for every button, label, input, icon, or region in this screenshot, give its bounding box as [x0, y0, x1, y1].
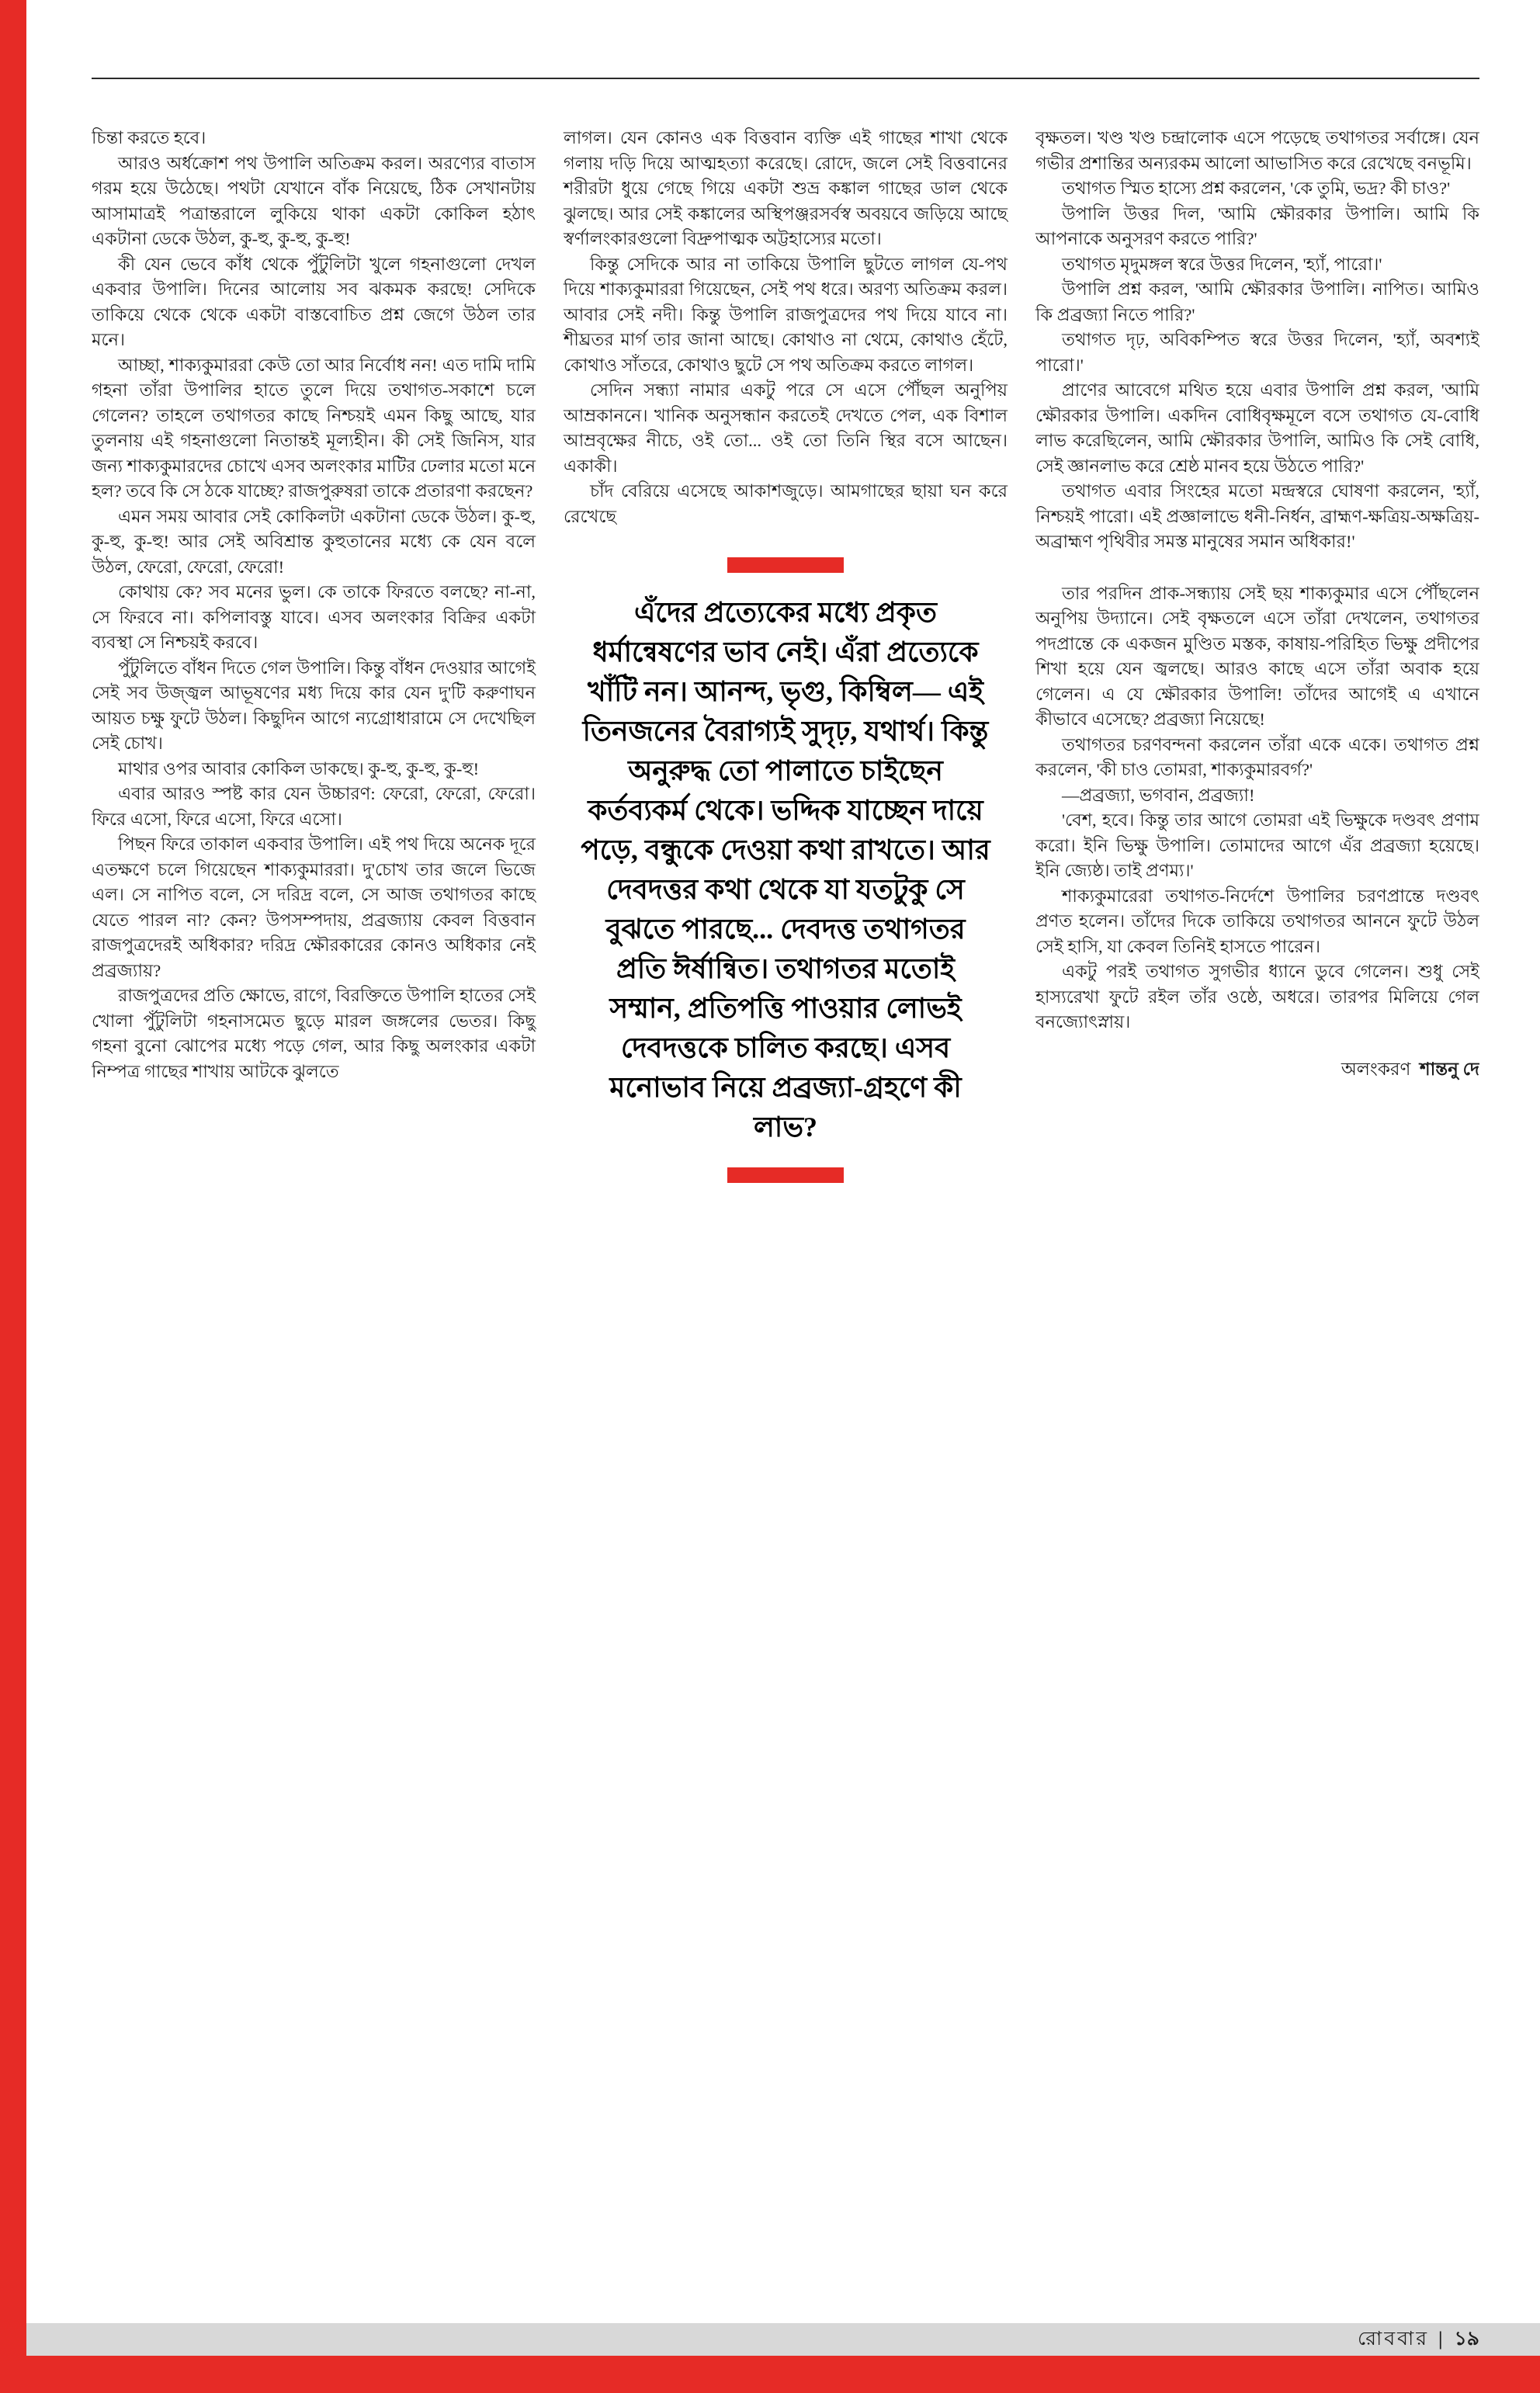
illustration-credit: [1035, 1057, 1479, 1082]
top-rule: [92, 78, 1479, 79]
paragraph: প্রাণের আবেগে মথিত হয়ে এবার উপালি প্রশ্ন করল, 'আমি ক্ষৌরকার উপালি। একদিন বোধিবৃক্ষমূলে বসে তথাগত যে-বোধি লাভ করেছিলেন, আমি ক্ষৌরকার উপালি, আমিও কি সেই বোধি, সেই জ্ঞানলাভ করে শ্রেষ্ঠ মানব হয়ে উঠতে পারি?': [1035, 380, 1479, 476]
credit-label: অলংকরণ: [1341, 1059, 1411, 1079]
left-red-border: [0, 0, 26, 2393]
paragraph: বৃক্ষতল। খণ্ড খণ্ড চন্দ্রালোক এসে পড়েছে তথাগতর সর্বাঙ্গে। যেন গভীর প্রশান্তির অন্যরকম আলো আভাসিত করে রেখেছে বনভূমি।: [1035, 128, 1479, 173]
pull-quote-bottom-bar: [727, 1167, 844, 1183]
column-1: [92, 126, 536, 2291]
paragraph: তার পরদিন প্রাক-সন্ধ্যায় সেই ছয় শাক্যকুমার এসে পৌঁছলেন অনুপিয় উদ্যানে। সেই বৃক্ষতলে এসে তাঁরা দেখলেন, তথাগতর পদপ্রান্তে কে একজন মুণ্ডিত মস্তক, কাষায়-পরিহিত ভিক্ষু প্রদীপের শিখা হয়ে যেন জ্বলছে। আরও কাছে এসে তাঁরা অবাক হয়ে গেলেন। এ যে ক্ষৌরকার উপালি! তাঁদের আগেই এ এখানে কীভাবে এসেছে? প্রব্রজ্যা নিয়েছে!: [1035, 583, 1479, 729]
paragraph: কোথায় কে? সব মনের ভুল। কে তাকে ফিরতে বলছে? না-না, সে ফিরবে না। কপিলাবস্তু যাবে। এসব অলংকার বিক্রির একটা ব্যবস্থা সে নিশ্চয়ই করবে।: [92, 582, 536, 652]
paragraph: শাক্যকুমারেরা তথাগত-নির্দেশে উপালির চরণপ্রান্তে দণ্ডবৎ প্রণত হলেন। তাঁদের দিকে তাকিয়ে তথাগতর আননে ফুটে উঠল সেই হাসি, যা কেবল তিনিই হাসতে পারেন।: [1035, 886, 1479, 956]
footer-page-number: ১৯: [1454, 2328, 1479, 2350]
paragraph: চাঁদ বেরিয়ে এসেছে আকাশজুড়ে। আমগাছের ছায়া ঘন করে রেখেছে: [564, 481, 1008, 526]
pull-quote-block: [564, 557, 1008, 1183]
paragraph: কী যেন ভেবে কাঁধ থেকে পুঁটুলিটা খুলে গহনাগুলো দেখল একবার উপালি। দিনের আলোয় সব ঝকমক করছে! সেদিকে তাকিয়ে থেকে থেকে একটা বাস্তবোচিত প্রশ্ন জেগে উঠল তার মনে।: [92, 254, 536, 349]
article-body: [92, 126, 1479, 2291]
footer-brand: রোববার: [1358, 2328, 1430, 2350]
column-3: [1035, 126, 1479, 2291]
pull-quote-top-bar: [727, 557, 844, 573]
paragraph: তথাগত মৃদুমঙ্গল স্বরে উত্তর দিলেন, 'হ্যাঁ, পারো।': [1062, 254, 1382, 274]
pull-quote-text: এঁদের প্রত্যেকের মধ্যে প্রকৃত ধর্মান্বেষণের ভাব নেই। এঁরা প্রত্যেকে খাঁটি নন। আনন্দ, ভৃগু, কিম্বিল— এই তিনজনের বৈরাগ্যই সুদৃঢ়, যথার্থ। কিন্তু অনুরুদ্ধ তো পালাতে চাইছেন কর্তব্যকর্ম থেকে। ভদ্দিক যাচ্ছেন দায়ে পড়ে, বন্ধুকে দেওয়া কথা রাখতে। আর দেবদত্তর কথা থেকে যা যতটুকু সে বুঝতে পারছে... দেবদত্ত তথাগতর প্রতি ঈর্ষান্বিত। তথাগতর মতোই সম্মান, প্রতিপত্তি পাওয়ার লোভই দেবদত্তকে চালিত করছে। এসব মনোভাব নিয়ে প্রব্রজ্যা-গ্রহণে কী লাভ?: [581, 597, 990, 1143]
column-2: [564, 126, 1008, 2291]
paragraph: উপালি প্রশ্ন করল, 'আমি ক্ষৌরকার উপালি। নাপিত। আমিও কি প্রব্রজ্যা নিতে পারি?': [1035, 279, 1479, 324]
paragraph: পিছন ফিরে তাকাল একবার উপালি। এই পথ দিয়ে অনেক দূরে এতক্ষণে চলে গিয়েছেন শাক্যকুমাররা। দু'চোখ তার জলে ভিজে এল। সে নাপিত বলে, সে দরিদ্র বলে, সে আজ তথাগতর কাছে যেতে পারল না? কেন? উপসম্পদায়, প্রব্রজ্যায় কেবল বিত্তবান রাজপুত্রদেরই অধিকার? দরিদ্র ক্ষৌরকারের কোনও অধিকার নেই প্রব্রজ্যায়?: [92, 834, 536, 980]
paragraph: তথাগত স্মিত হাস্যে প্রশ্ন করলেন, 'কে তুমি, ভদ্র? কী চাও?': [1062, 179, 1451, 198]
paragraph: এবার আরও স্পষ্ট কার যেন উচ্চারণ: ফেরো, ফেরো, ফেরো। ফিরে এসো, ফিরে এসো, ফিরে এসো।: [92, 784, 536, 829]
paragraph: পুঁটুলিতে বাঁধন দিতে গেল উপালি। কিন্তু বাঁধন দেওয়ার আগেই সেই সব উজ্জ্বল আভূষণের মধ্য দিয়ে কার যেন দু'টি করুণাঘন আয়ত চক্ষু ফুটে উঠল। কিছুদিন আগে ন্যগ্রোধারামে সে দেখেছিল সেই চোখ।: [92, 657, 536, 753]
paragraph: আরও অর্ধক্রোশ পথ উপালি অতিক্রম করল। অরণ্যের বাতাস গরম হয়ে উঠেছে। পথটা যেখানে বাঁক নিয়েছে, ঠিক সেখানটায় আসামাত্রই পত্রান্তরালে লুকিয়ে থাকা একটা কোকিল হঠাৎ একটানা ডেকে উঠল, কু-হু, কু-হু, কু-হু!: [92, 153, 536, 248]
paragraph: তথাগত দৃঢ়, অবিকম্পিত স্বরে উত্তর দিলেন, 'হ্যাঁ, অবশ্যই পারো।': [1035, 330, 1479, 375]
credit-name: শান্তনু দে: [1419, 1059, 1479, 1079]
paragraph: চিন্তা করতে হবে।: [92, 128, 206, 147]
paragraph: উপালি উত্তর দিল, 'আমি ক্ষৌরকার উপালি। আমি কি আপনাকে অনুসরণ করতে পারি?': [1035, 203, 1479, 248]
paragraph: 'বেশ, হবে। কিন্তু তার আগে তোমরা এই ভিক্ষুকে দণ্ডবৎ প্রণাম করো। ইনি ভিক্ষু উপালি। তোমাদের আগে এঁর প্রব্রজ্যা হয়েছে। ইনি জ্যেষ্ঠ। তাই প্রণম্য।': [1035, 810, 1479, 880]
paragraph: —প্রব্রজ্যা, ভগবান, প্রব্রজ্যা!: [1062, 785, 1255, 805]
footer-bar: [26, 2323, 1540, 2356]
paragraph: মাথার ওপর আবার কোকিল ডাকছে। কু-হু, কু-হু, কু-হু!: [118, 758, 480, 779]
paragraph: একটু পরই তথাগত সুগভীর ধ্যানে ডুবে গেলেন। শুধু সেই হাস্যরেখা ফুটে রইল তাঁর ওষ্ঠে, অধরে। তারপর মিলিয়ে গেল বনজ্যোৎস্নায়।: [1035, 962, 1479, 1032]
paragraph: আচ্ছা, শাক্যকুমাররা কেউ তো আর নির্বোধ নন! এত দামি দামি গহনা তাঁরা উপালির হাতে তুলে দিয়ে তথাগত-সকাশে চলে গেলেন? তাহলে তথাগতর কাছে নিশ্চয়ই এমন কিছু আছে, যার তুলনায় এই গহনাগুলো নিতান্তই মূল্যহীন। কী সেই জিনিস, যার জন্য শাক্যকুমারদের চোখে এসব অলংকার মাটির ঢেলার মতো মনে হল? তবে কি সে ঠকে যাচ্ছে? রাজপুরুষরা তাকে প্রতারণা করছেন?: [92, 355, 536, 501]
bottom-red-border: [0, 2356, 1540, 2393]
paragraph: লাগল। যেন কোনও এক বিত্তবান ব্যক্তি এই গাছের শাখা থেকে গলায় দড়ি দিয়ে আত্মহত্যা করেছে। রোদে, জলে সেই বিত্তবানের শরীরটা ধুয়ে গেছে গিয়ে একটা শুভ্র কঙ্কাল গাছের ডাল থেকে ঝুলছে। আর সেই কঙ্কালের অস্থিপঞ্জরসর্বস্ব অবয়বে জড়িয়ে আছে স্বর্ণালংকারগুলো বিদ্রুপাত্মক অট্টহাস্যের মতো।: [564, 128, 1008, 248]
paragraph: রাজপুত্রদের প্রতি ক্ষোভে, রাগে, বিরক্তিতে উপালি হাতের সেই খোলা পুঁটুলিটা গহনাসমেত ছুড়ে মারল জঙ্গলের ভেতর। কিছু গহনা বুনো ঝোপের মধ্যে পড়ে গেল, আর কিছু অলংকার একটা নিম্পত্র গাছের শাখায় আটকে ঝুলতে: [92, 986, 536, 1081]
paragraph: তথাগতর চরণবন্দনা করলেন তাঁরা একে একে। তথাগত প্রশ্ন করলেন, 'কী চাও তোমরা, শাক্যকুমারবর্গ?': [1035, 734, 1479, 779]
paragraph: কিন্তু সেদিকে আর না তাকিয়ে উপালি ছুটতে লাগল যে-পথ দিয়ে শাক্যকুমাররা গিয়েছেন, সেই পথ ধরে। অরণ্য অতিক্রম করল। আবার সেই নদী। কিন্তু উপালি রাজপুত্রদের পথ দিয়ে যাবে না। শীঘ্রতর মার্গ তার জানা আছে। কোথাও না থেমে, কোথাও হেঁটে, কোথাও সাঁতরে, কোথাও ছুটে সে পথ অতিক্রম করতে লাগল।: [564, 254, 1008, 375]
paragraph: তথাগত এবার সিংহের মতো মন্দ্রস্বরে ঘোষণা করলেন, 'হ্যাঁ, নিশ্চয়ই পারো। এই প্রজ্ঞালাভে ধনী-নির্ধন, ব্রাহ্মণ-ক্ষত্রিয়-অক্ষত্রিয়-অব্রাহ্মণ পৃথিবীর সমস্ত মানুষের সমান অধিকার!': [1035, 481, 1479, 551]
paragraph: এমন সময় আবার সেই কোকিলটা একটানা ডেকে উঠল। কু-হু, কু-হু, কু-হু! আর সেই অবিশ্রান্ত কুহুতানের মধ্যে কে যেন বলে উঠল, ফেরো, ফেরো, ফেরো!: [92, 506, 536, 577]
footer-text: [1358, 2323, 1479, 2357]
paragraph: সেদিন সন্ধ্যা নামার একটু পরে সে এসে পৌঁছল অনুপিয় আম্রকাননে। খানিক অনুসন্ধান করতেই দেখতে পেল, এক বিশাল আম্রবৃক্ষের নীচে, ওই তো... ওই তো তিনি স্থির বসে আছেন। একাকী।: [564, 380, 1008, 476]
footer-separator: |: [1438, 2329, 1445, 2350]
